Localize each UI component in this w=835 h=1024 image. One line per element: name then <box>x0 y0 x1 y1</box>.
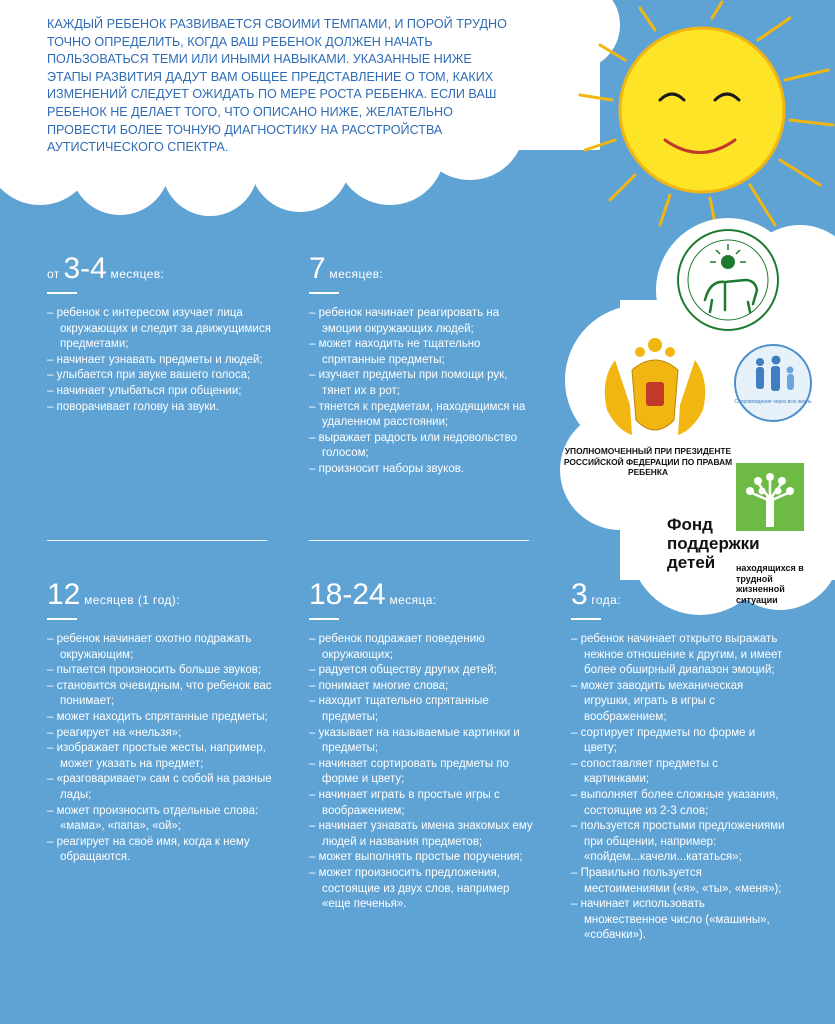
list-item: – ребенок начинает реагировать на эмоции окружающих людей; <box>309 306 529 337</box>
section-12-months <box>47 578 277 866</box>
list-item: – изучает предметы при помощи рук, тянет их в рот; <box>309 368 529 399</box>
list-item: – реагирует на своё имя, когда к нему обращаются. <box>47 835 277 866</box>
divider <box>309 540 529 541</box>
section-title: 18-24 месяца: <box>309 578 437 611</box>
horse-logo-icon <box>678 230 778 330</box>
milestone-list <box>47 632 277 866</box>
list-item: – находит тщательно спрятанные предметы; <box>309 694 539 725</box>
escort-logo-text: Сопровождение через всю жизнь <box>734 399 812 405</box>
section-3-4-months <box>47 252 277 415</box>
fund-logo-subtitle: находящихся в трудной жизненной ситуации <box>736 563 804 605</box>
list-item: – ребенок начинает открыто выражать нежное отношение к другим, и имеет более обширный диапазон эмоций; <box>571 632 786 679</box>
list-item: – становится очевидным, что ребенок вас понимает; <box>47 679 277 710</box>
title-underline <box>571 618 601 620</box>
list-item: – сопоставляет предметы с картинками; <box>571 757 786 788</box>
section-title: от 3-4 месяцев: <box>47 252 165 285</box>
list-item: – пользуется простыми предложениями при общении, например: «пойдем...качели...кататься»; <box>571 819 786 866</box>
list-item: – улыбается при звуке вашего голоса; <box>47 368 277 384</box>
milestone-list <box>309 632 539 913</box>
list-item: – ребенок подражает поведению окружающих; <box>309 632 539 663</box>
milestone-list <box>571 632 786 944</box>
list-item: – может произносить предложения, состоящие из двух слов, например «еще печенья». <box>309 866 539 913</box>
title-underline <box>309 618 339 620</box>
section-title: 3 года: <box>571 578 621 611</box>
list-item: – начинает узнавать предметы и людей; <box>47 353 277 369</box>
milestone-list <box>47 306 277 415</box>
list-item: – поворачивает голову на звуки. <box>47 400 277 416</box>
list-item: – радуется обществу других детей; <box>309 663 539 679</box>
list-item: – может выполнять простые поручения; <box>309 850 539 866</box>
list-item: – Правильно пользуется местоимениями («я», «ты», «меня»); <box>571 866 786 897</box>
ombudsman-logo-text: УПОЛНОМОЧЕННЫЙ ПРИ ПРЕЗИДЕНТЕ РОССИЙСКОЙ ФЕДЕРАЦИИ ПО ПРАВАМ РЕБЕНКА <box>563 446 733 478</box>
list-item: – указывает на называемые картинки и предметы; <box>309 726 539 757</box>
section-title: 12 месяцев (1 год): <box>47 578 180 611</box>
list-item: – «разговаривает» сам с собой на разные лады; <box>47 772 277 803</box>
section-title: 7 месяцев: <box>309 252 384 285</box>
list-item: – ребенок начинает охотно подражать окружающим; <box>47 632 277 663</box>
list-item: – тянется к предметам, находящимся на удаленном расстоянии; <box>309 400 529 431</box>
list-item: – ребенок с интересом изучает лица окружающих и следит за движущимися предметами; <box>47 306 277 353</box>
list-item: – изображает простые жесты, например, может указать на предмет; <box>47 741 277 772</box>
fund-logo-title: Фонд поддержки детей <box>667 515 760 572</box>
list-item: – может произносить отдельные слова: «мама», «папа», «ой»; <box>47 804 277 835</box>
title-underline <box>47 618 77 620</box>
title-underline <box>309 292 339 294</box>
list-item: – понимает многие слова; <box>309 679 539 695</box>
divider <box>47 540 267 541</box>
list-item: – начинает узнавать имена знакомых ему людей и названия предметов; <box>309 819 539 850</box>
section-18-24-months <box>309 578 539 913</box>
list-item: – может заводить механическая игрушки, играть в игры с воображением; <box>571 679 786 726</box>
section-3-years <box>571 578 786 944</box>
intro-text: КАЖДЫЙ РЕБЕНОК РАЗВИВАЕТСЯ СВОИМИ ТЕМПАМИ, И ПОРОЙ ТРУДНО ТОЧНО ОПРЕДЕЛИТЬ, КОГДА ВАШ РЕБЕНОК ДОЛЖЕН НАЧАТЬ ПОЛЬЗОВАТЬСЯ ТЕМИ ИЛИ ИНЫМИ НАВЫКАМИ. УКАЗАННЫЕ НИЖЕ ЭТАПЫ РАЗВИТИЯ ДАДУТ ВАМ ОБЩЕЕ ПРЕДСТАВЛЕНИЕ О ТОМ, КАКИХ ИЗМЕНЕНИЙ СЛЕДУЕТ ОЖИДАТЬ ПО МЕРЕ РОСТА РЕБЕНКА. ЕСЛИ ВАШ РЕБЕНОК НЕ ДЕЛАЕТ ТОГО, ЧТО ОПИСАНО НИЖЕ, ЖЕЛАТЕЛЬНО ПРОВЕСТИ БОЛЕЕ ТОЧНУЮ ДИАГНОСТИКУ НА РАССТРОЙСТВА АУТИСТИЧЕСКОГО СПЕКТРА. <box>47 17 507 155</box>
title-underline <box>47 292 77 294</box>
list-item: – начинает улыбаться при общении; <box>47 384 277 400</box>
list-item: – выполняет более сложные указания, состоящие из 2-3 слов; <box>571 788 786 819</box>
list-item: – выражает радость или недовольство голосом; <box>309 431 529 462</box>
list-item: – начинает сортировать предметы по форме и цвету; <box>309 757 539 788</box>
list-item: – начинает использовать множественное число («машины», «собачки»). <box>571 897 786 944</box>
list-item: – может находить спрятанные предметы; <box>47 710 277 726</box>
list-item: – может находить не тщательно спрятанные предметы; <box>309 337 529 368</box>
list-item: – начинает играть в простые игры с воображением; <box>309 788 539 819</box>
list-item: – реагирует на «нельзя»; <box>47 726 277 742</box>
list-item: – произносит наборы звуков. <box>309 462 529 478</box>
section-7-months <box>309 252 529 478</box>
milestone-list <box>309 306 529 478</box>
list-item: – пытается произносить больше звуков; <box>47 663 277 679</box>
list-item: – сортирует предметы по форме и цвету; <box>571 726 786 757</box>
family-icon <box>734 345 812 421</box>
